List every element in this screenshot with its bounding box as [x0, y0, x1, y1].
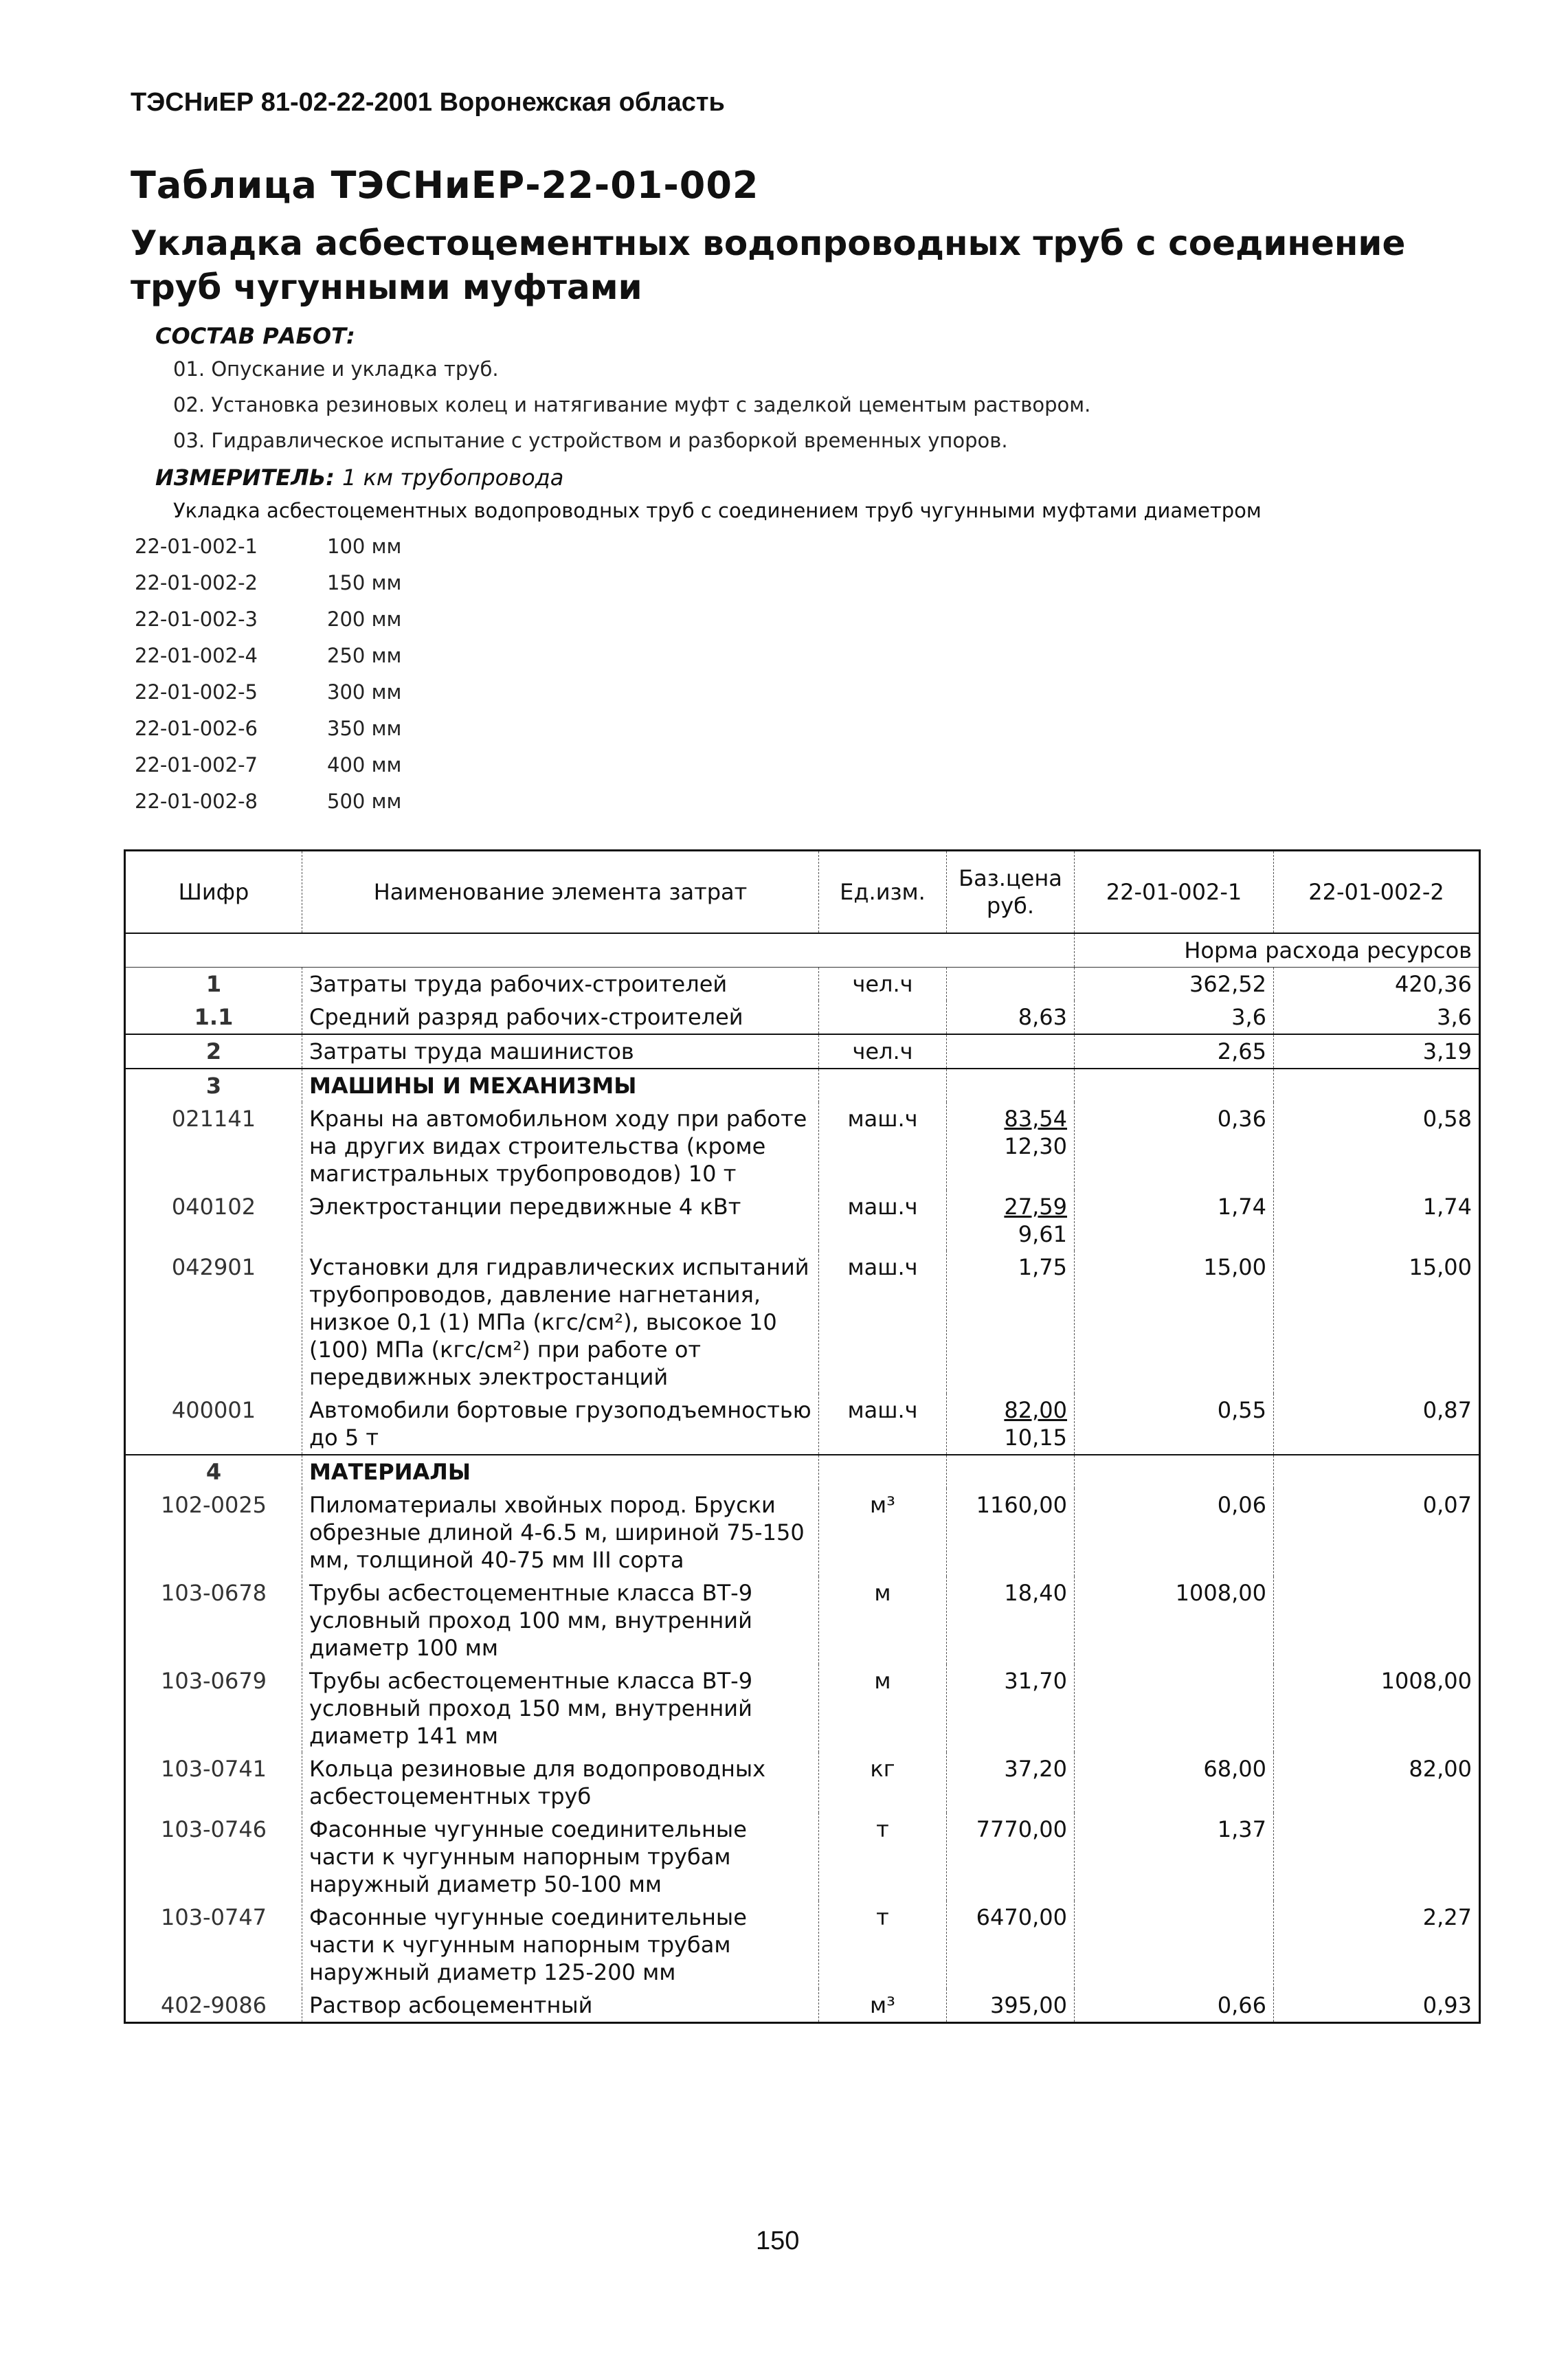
variant-size: 150 мм	[327, 571, 402, 594]
page-number: 150	[756, 2227, 800, 2255]
variant-size: 500 мм	[327, 790, 402, 813]
cell-price: 6470,00	[947, 1901, 1075, 1989]
table-row	[125, 1813, 1480, 1901]
cell-price	[947, 1034, 1075, 1069]
col-header-price: Баз.цена руб.	[947, 851, 1075, 934]
cell-variant-1: 2,65	[1075, 1034, 1274, 1069]
cell-name: МАТЕРИАЛЫ	[302, 1455, 819, 1488]
cell-name: Установки для гидравлических испытаний трубопроводов, давление нагнетания, низкое 0,1 (1) МПа (кгс/см²), высокое 10 (100) МПа (кгс/см²) при работе от передвижных электростанций	[302, 1251, 819, 1394]
cell-variant-2: 1008,00	[1274, 1664, 1480, 1752]
measure-value: 1 км трубопровода	[342, 465, 564, 491]
cell-variant-1: 1008,00	[1075, 1576, 1274, 1664]
running-header: ТЭСНиЕР 81-02-22-2001 Воронежская область	[131, 88, 725, 117]
resource-norms-table	[124, 849, 1481, 2024]
variant-code: 22-01-002-7	[135, 753, 258, 777]
variant-code: 22-01-002-5	[135, 680, 258, 704]
cell-price: 1160,00	[947, 1488, 1075, 1576]
price-estimate: 83,54	[1004, 1106, 1067, 1132]
cell-code: 021141	[171, 1106, 256, 1132]
variant-code: 22-01-002-4	[135, 644, 258, 667]
col-header-name: Наименование элемента затрат	[302, 851, 819, 934]
variant-code: 22-01-002-1	[135, 535, 258, 558]
variant-size: 100 мм	[327, 535, 402, 558]
cell-price	[947, 1069, 1075, 1102]
cell-unit: м³	[819, 1989, 947, 2023]
cell-variant-2: 15,00	[1274, 1251, 1480, 1394]
cell-name: Автомобили бортовые грузоподъемностью до 5 т	[302, 1394, 819, 1455]
cell-price	[947, 1102, 1075, 1190]
col-header-code: Шифр	[125, 851, 302, 934]
cell-unit: чел.ч	[819, 1034, 947, 1069]
cell-variant-1	[1075, 1455, 1274, 1488]
table-row	[125, 1394, 1480, 1455]
price-wage: 10,15	[1004, 1425, 1067, 1451]
cell-price: 1,75	[947, 1251, 1075, 1394]
variant-row	[135, 790, 401, 813]
cell-code: 402-9086	[160, 1992, 267, 2018]
cell-code: 102-0025	[160, 1492, 267, 1518]
cell-variant-2: 2,27	[1274, 1901, 1480, 1989]
cell-unit: кг	[819, 1752, 947, 1813]
table-row	[125, 1455, 1480, 1488]
cell-name: Краны на автомобильном ходу при работе на других видах строительства (кроме магистральных трубопроводов) 10 т	[302, 1102, 819, 1190]
variant-row	[135, 680, 401, 704]
cell-variant-2	[1274, 1813, 1480, 1901]
norm-label: Норма расхода ресурсов	[1075, 933, 1480, 968]
variant-size: 250 мм	[327, 644, 402, 667]
cell-unit: м³	[819, 1488, 947, 1576]
table-row	[125, 1664, 1480, 1752]
cell-price	[947, 1394, 1075, 1455]
cell-name: Фасонные чугунные соединительные части к чугунным напорным трубам наружный диаметр 125-200 мм	[302, 1901, 819, 1989]
cell-code: 3	[125, 1069, 302, 1102]
cell-variant-1: 0,55	[1075, 1394, 1274, 1455]
table-row	[125, 1069, 1480, 1102]
variant-row	[135, 644, 401, 667]
table-row	[125, 1901, 1480, 1989]
cell-variant-1: 1,74	[1075, 1190, 1274, 1251]
cell-variant-1: 0,66	[1075, 1989, 1274, 2023]
work-item: 01. Опускание и укладка труб.	[173, 357, 499, 381]
cell-variant-1: 15,00	[1075, 1251, 1274, 1394]
cell-variant-2: 0,07	[1274, 1488, 1480, 1576]
cell-code: 103-0678	[160, 1580, 267, 1606]
variant-row	[135, 753, 401, 777]
variant-size: 350 мм	[327, 717, 402, 740]
cell-variant-2: 3,6	[1274, 1001, 1480, 1034]
cell-name: Трубы асбестоцементные класса ВТ-9 условный проход 150 мм, внутренний диаметр 141 мм	[302, 1664, 819, 1752]
col-header-variant-2: 22-01-002-2	[1274, 851, 1480, 934]
variant-size: 400 мм	[327, 753, 402, 777]
norm-header-row	[125, 933, 1480, 968]
cell-code: 1.1	[194, 1004, 234, 1030]
cell-name: Раствор асбоцементный	[302, 1989, 819, 2023]
cell-variant-1	[1075, 1901, 1274, 1989]
cell-price	[947, 1190, 1075, 1251]
cell-name: МАШИНЫ И МЕХАНИЗМЫ	[302, 1069, 819, 1102]
variants-description: Укладка асбестоцементных водопроводных труб с соединением труб чугунными муфтами диаметром	[173, 499, 1262, 522]
cell-unit	[819, 1069, 947, 1102]
cell-variant-2: 1,74	[1274, 1190, 1480, 1251]
table-body	[125, 933, 1480, 2023]
cell-name: Затраты труда машинистов	[302, 1034, 819, 1069]
cell-code: 103-0679	[160, 1668, 267, 1694]
cell-price: 31,70	[947, 1664, 1075, 1752]
cell-variant-1: 1,37	[1075, 1813, 1274, 1901]
table-subtitle: Укладка асбестоцементных водопроводных труб с соединение труб чугунными муфтами	[131, 223, 1406, 307]
composition-label: СОСТАВ РАБОТ:	[155, 323, 355, 349]
table-row	[125, 1989, 1480, 2023]
cell-name: Электростанции передвижные 4 кВт	[302, 1190, 819, 1251]
price-estimate: 82,00	[1004, 1397, 1067, 1423]
cell-unit: м	[819, 1576, 947, 1664]
cell-variant-2	[1274, 1069, 1480, 1102]
variant-code: 22-01-002-8	[135, 790, 258, 813]
cell-code: 2	[125, 1034, 302, 1069]
cell-variant-2: 0,58	[1274, 1102, 1480, 1190]
cell-unit: маш.ч	[819, 1394, 947, 1455]
cell-variant-2: 82,00	[1274, 1752, 1480, 1813]
cell-price: 8,63	[947, 1001, 1075, 1034]
cell-variant-1: 0,06	[1075, 1488, 1274, 1576]
cell-name: Трубы асбестоцементные класса ВТ-9 условный проход 100 мм, внутренний диаметр 100 мм	[302, 1576, 819, 1664]
cell-variant-2: 0,87	[1274, 1394, 1480, 1455]
cell-variant-2: 420,36	[1274, 968, 1480, 1001]
variant-size: 200 мм	[327, 607, 402, 631]
table-row	[125, 1102, 1480, 1190]
col-header-unit: Ед.изм.	[819, 851, 947, 934]
cell-variant-1	[1075, 1069, 1274, 1102]
cell-code: 4	[125, 1455, 302, 1488]
cell-price	[947, 968, 1075, 1001]
cell-variant-2	[1274, 1576, 1480, 1664]
cell-variant-1: 362,52	[1075, 968, 1274, 1001]
cell-code: 103-0746	[160, 1816, 267, 1842]
cell-price: 37,20	[947, 1752, 1075, 1813]
cell-price: 395,00	[947, 1989, 1075, 2023]
col-header-variant-1: 22-01-002-1	[1075, 851, 1274, 934]
price-wage: 9,61	[1018, 1221, 1067, 1247]
variant-code: 22-01-002-6	[135, 717, 258, 740]
variant-row	[135, 535, 401, 558]
variant-code: 22-01-002-2	[135, 571, 258, 594]
norm-spacer	[125, 933, 1075, 968]
cell-unit: м	[819, 1664, 947, 1752]
work-item: 02. Установка резиновых колец и натягивание муфт с заделкой цементым раствором.	[173, 393, 1091, 416]
cell-unit	[819, 1455, 947, 1488]
price-wage: 12,30	[1004, 1133, 1067, 1159]
cell-name: Затраты труда рабочих-строителей	[302, 968, 819, 1001]
cell-variant-1: 3,6	[1075, 1001, 1274, 1034]
cell-variant-2: 0,93	[1274, 1989, 1480, 2023]
cell-name: Фасонные чугунные соединительные части к чугунным напорным трубам наружный диаметр 50-100 мм	[302, 1813, 819, 1901]
cell-unit: т	[819, 1813, 947, 1901]
table-row	[125, 1752, 1480, 1813]
measure-label: ИЗМЕРИТЕЛЬ:	[155, 465, 335, 491]
measure-line	[155, 465, 563, 491]
cell-variant-2: 3,19	[1274, 1034, 1480, 1069]
cell-code: 042901	[171, 1254, 256, 1280]
cell-variant-2	[1274, 1455, 1480, 1488]
cell-price: 18,40	[947, 1576, 1075, 1664]
cell-name: Кольца резиновые для водопроводных асбестоцементных труб	[302, 1752, 819, 1813]
table-row	[125, 1576, 1480, 1664]
table-row	[125, 1001, 1480, 1034]
cell-unit: маш.ч	[819, 1102, 947, 1190]
cell-unit	[819, 1001, 947, 1034]
cell-price: 7770,00	[947, 1813, 1075, 1901]
cell-code: 040102	[171, 1194, 256, 1220]
cell-code: 400001	[171, 1397, 256, 1423]
variant-code: 22-01-002-3	[135, 607, 258, 631]
cell-variant-1: 68,00	[1075, 1752, 1274, 1813]
cell-name: Пиломатериалы хвойных пород. Бруски обрезные длиной 4-6.5 м, шириной 75-150 мм, толщиной 40-75 мм III сорта	[302, 1488, 819, 1576]
cell-code: 103-0741	[160, 1756, 267, 1782]
table-row	[125, 1190, 1480, 1251]
cell-unit: т	[819, 1901, 947, 1989]
variant-row	[135, 717, 401, 740]
cell-code: 103-0747	[160, 1904, 267, 1930]
cell-unit: маш.ч	[819, 1251, 947, 1394]
variant-row	[135, 607, 401, 631]
cell-unit: маш.ч	[819, 1190, 947, 1251]
cell-price	[947, 1455, 1075, 1488]
table-row	[125, 1034, 1480, 1069]
table-row	[125, 1251, 1480, 1394]
cell-variant-1: 0,36	[1075, 1102, 1274, 1190]
cell-variant-1	[1075, 1664, 1274, 1752]
variant-size: 300 мм	[327, 680, 402, 704]
cell-unit: чел.ч	[819, 968, 947, 1001]
cell-name: Средний разряд рабочих-строителей	[302, 1001, 819, 1034]
table-row	[125, 1488, 1480, 1576]
variant-row	[135, 571, 401, 594]
price-estimate: 27,59	[1004, 1194, 1067, 1220]
work-item: 03. Гидравлическое испытание с устройством и разборкой временных упоров.	[173, 429, 1008, 452]
cell-code: 1	[205, 971, 222, 997]
table-title: Таблица ТЭСНиЕР-22-01-002	[131, 164, 759, 207]
table-row	[125, 968, 1480, 1001]
